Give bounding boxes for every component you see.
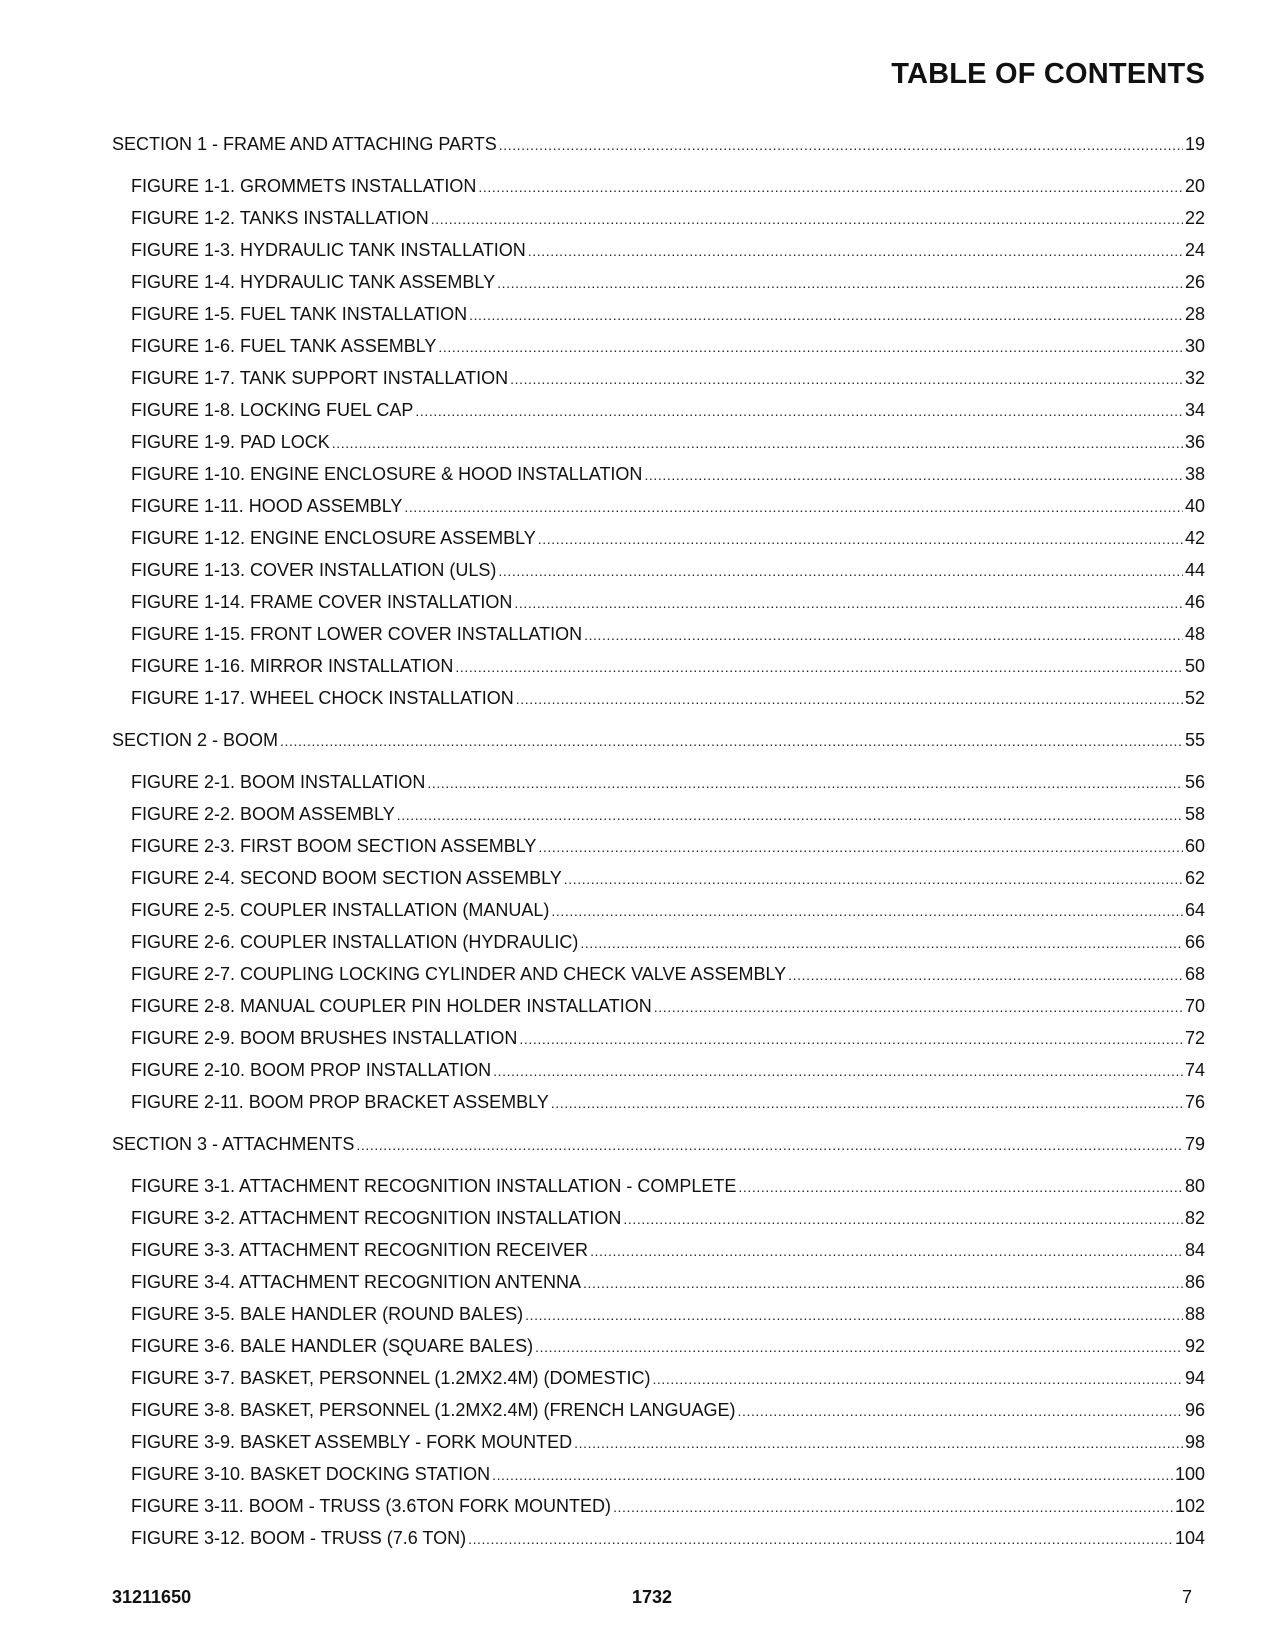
dot-leader <box>469 299 1183 331</box>
toc-entry-label: FIGURE 1-15. FRONT LOWER COVER INSTALLATION <box>131 624 583 644</box>
toc-entry-label: FIGURE 2-3. FIRST BOOM SECTION ASSEMBLY <box>131 836 537 856</box>
toc-entry-page: 74 <box>1184 1060 1205 1080</box>
toc-entry-page: 82 <box>1184 1208 1205 1228</box>
toc-figure-entry[interactable] <box>112 394 1205 426</box>
toc-entry-label: FIGURE 1-17. WHEEL CHOCK INSTALLATION <box>131 688 514 708</box>
toc-entry-page: 28 <box>1184 304 1205 324</box>
toc-entry-label: FIGURE 1-14. FRAME COVER INSTALLATION <box>131 592 513 612</box>
toc-figure-entry[interactable] <box>112 990 1205 1022</box>
toc-entry-page: 96 <box>1184 1400 1205 1420</box>
dot-leader <box>738 1171 1183 1203</box>
toc-figure-entry[interactable] <box>112 830 1205 862</box>
toc-figure-entry[interactable] <box>112 926 1205 958</box>
toc-entry-page: 42 <box>1184 528 1205 548</box>
dot-leader <box>468 1523 1173 1555</box>
toc-entry-page: 36 <box>1184 432 1205 452</box>
toc-entry-label: FIGURE 3-5. BALE HANDLER (ROUND BALES) <box>131 1304 524 1324</box>
toc-entry-page: 34 <box>1184 400 1205 420</box>
toc-entry-page: 92 <box>1184 1336 1205 1356</box>
toc-figure-entry[interactable] <box>112 1458 1205 1490</box>
toc-figure-entry[interactable] <box>112 234 1205 266</box>
model-number: 1732 <box>631 1587 673 1607</box>
dot-leader <box>652 1363 1183 1395</box>
dot-leader <box>551 895 1183 927</box>
toc-figure-entry[interactable] <box>112 490 1205 522</box>
toc-section-entry[interactable] <box>112 128 1205 160</box>
toc-entry-label: FIGURE 1-13. COVER INSTALLATION (ULS) <box>131 560 497 580</box>
toc-figure-entry[interactable] <box>112 298 1205 330</box>
page-number: 7 <box>1181 1587 1192 1607</box>
toc-figure-entry[interactable] <box>112 682 1205 714</box>
toc-figure-entry[interactable] <box>112 1234 1205 1266</box>
dot-leader <box>590 1235 1183 1267</box>
toc-entry-label: FIGURE 2-6. COUPLER INSTALLATION (HYDRAULIC) <box>131 932 579 952</box>
dot-leader <box>415 395 1183 427</box>
toc-entry-label: FIGURE 3-6. BALE HANDLER (SQUARE BALES) <box>131 1336 534 1356</box>
table-of-contents <box>112 128 1205 1554</box>
dot-leader <box>623 1203 1183 1235</box>
dot-leader <box>580 927 1183 959</box>
toc-entry-page: 94 <box>1184 1368 1205 1388</box>
dot-leader <box>613 1491 1173 1523</box>
toc-entry-page: 60 <box>1184 836 1205 856</box>
toc-figure-entry[interactable] <box>112 1298 1205 1330</box>
toc-entry-page: 80 <box>1184 1176 1205 1196</box>
toc-entry-page: 104 <box>1174 1528 1205 1548</box>
toc-figure-entry[interactable] <box>112 1394 1205 1426</box>
toc-figure-entry[interactable] <box>112 202 1205 234</box>
toc-entry-page: 100 <box>1174 1464 1205 1484</box>
toc-entry-page: 44 <box>1184 560 1205 580</box>
dot-leader <box>498 555 1183 587</box>
toc-figure-entry[interactable] <box>112 586 1205 618</box>
toc-entry-page: 102 <box>1174 1496 1205 1516</box>
toc-figure-entry[interactable] <box>112 330 1205 362</box>
toc-entry-label: FIGURE 1-16. MIRROR INSTALLATION <box>131 656 454 676</box>
toc-entry-label: FIGURE 1-1. GROMMETS INSTALLATION <box>131 176 477 196</box>
dot-leader <box>535 1331 1183 1363</box>
dot-leader <box>519 1023 1183 1055</box>
toc-figure-entry[interactable] <box>112 266 1205 298</box>
toc-entry-label: FIGURE 3-3. ATTACHMENT RECOGNITION RECEIVER <box>131 1240 589 1260</box>
dot-leader <box>431 203 1183 235</box>
dot-leader <box>438 331 1183 363</box>
toc-figure-entry[interactable] <box>112 426 1205 458</box>
dot-leader <box>493 1055 1183 1087</box>
toc-figure-entry[interactable] <box>112 1086 1205 1118</box>
toc-entry-label: FIGURE 1-2. TANKS INSTALLATION <box>131 208 429 228</box>
toc-entry-label: FIGURE 3-2. ATTACHMENT RECOGNITION INSTALLATION <box>131 1208 622 1228</box>
page-title: TABLE OF CONTENTS <box>891 58 1205 90</box>
toc-entry-label: SECTION 1 - FRAME AND ATTACHING PARTS <box>112 134 497 154</box>
toc-entry-page: 72 <box>1184 1028 1205 1048</box>
toc-entry-label: FIGURE 3-4. ATTACHMENT RECOGNITION ANTENNA <box>131 1272 582 1292</box>
toc-entry-label: FIGURE 2-11. BOOM PROP BRACKET ASSEMBLY <box>131 1092 549 1112</box>
dot-leader <box>514 587 1183 619</box>
dot-leader <box>583 1267 1183 1299</box>
toc-entry-label: FIGURE 2-10. BOOM PROP INSTALLATION <box>131 1060 492 1080</box>
toc-figure-entry[interactable] <box>112 554 1205 586</box>
dot-leader <box>654 991 1183 1023</box>
toc-entry-page: 55 <box>1184 730 1205 750</box>
toc-entry-page: 52 <box>1184 688 1205 708</box>
toc-entry-page: 66 <box>1184 932 1205 952</box>
toc-entry-label: FIGURE 3-8. BASKET, PERSONNEL (1.2MX2.4M) (FRENCH LANGUAGE) <box>131 1400 736 1420</box>
toc-entry-page: 50 <box>1184 656 1205 676</box>
dot-leader <box>737 1395 1183 1427</box>
toc-entry-label: FIGURE 3-9. BASKET ASSEMBLY - FORK MOUNTED <box>131 1432 573 1452</box>
toc-entry-page: 88 <box>1184 1304 1205 1324</box>
toc-entry-label: FIGURE 1-7. TANK SUPPORT INSTALLATION <box>131 368 509 388</box>
toc-entry-label: FIGURE 1-5. FUEL TANK INSTALLATION <box>131 304 468 324</box>
toc-figure-entry[interactable] <box>112 650 1205 682</box>
toc-figure-entry[interactable] <box>112 862 1205 894</box>
toc-entry-label: FIGURE 1-12. ENGINE ENCLOSURE ASSEMBLY <box>131 528 536 548</box>
toc-entry-page: 76 <box>1184 1092 1205 1112</box>
toc-figure-entry[interactable] <box>112 798 1205 830</box>
dot-leader <box>584 619 1183 651</box>
toc-entry-label: FIGURE 1-10. ENGINE ENCLOSURE & HOOD INSTALLATION <box>131 464 643 484</box>
toc-figure-entry[interactable] <box>112 1522 1205 1554</box>
toc-entry-page: 84 <box>1184 1240 1205 1260</box>
toc-figure-entry[interactable] <box>112 1022 1205 1054</box>
toc-figure-entry[interactable] <box>112 1362 1205 1394</box>
toc-entry-page: 19 <box>1184 134 1205 154</box>
toc-figure-entry[interactable] <box>112 1330 1205 1362</box>
dot-leader <box>280 725 1183 757</box>
dot-leader <box>516 683 1183 715</box>
toc-entry-page: 56 <box>1184 772 1205 792</box>
toc-entry-label: FIGURE 3-10. BASKET DOCKING STATION <box>131 1464 491 1484</box>
toc-entry-page: 64 <box>1184 900 1205 920</box>
dot-leader <box>497 267 1183 299</box>
dot-leader <box>528 235 1183 267</box>
dot-leader <box>510 363 1183 395</box>
toc-entry-page: 22 <box>1184 208 1205 228</box>
toc-entry-page: 24 <box>1184 240 1205 260</box>
toc-figure-entry[interactable] <box>112 362 1205 394</box>
toc-entry-label: FIGURE 2-7. COUPLING LOCKING CYLINDER AND CHECK VALVE ASSEMBLY <box>131 964 787 984</box>
toc-entry-page: 40 <box>1184 496 1205 516</box>
toc-entry-label: FIGURE 1-4. HYDRAULIC TANK ASSEMBLY <box>131 272 496 292</box>
toc-entry-label: SECTION 3 - ATTACHMENTS <box>112 1134 355 1154</box>
toc-entry-page: 98 <box>1184 1432 1205 1452</box>
dot-leader <box>478 171 1183 203</box>
dot-leader <box>525 1299 1183 1331</box>
dot-leader <box>574 1427 1183 1459</box>
toc-entry-label: FIGURE 2-9. BOOM BRUSHES INSTALLATION <box>131 1028 518 1048</box>
toc-entry-page: 32 <box>1184 368 1205 388</box>
toc-entry-label: FIGURE 1-3. HYDRAULIC TANK INSTALLATION <box>131 240 526 260</box>
toc-entry-page: 70 <box>1184 996 1205 1016</box>
dot-leader <box>499 129 1183 161</box>
toc-entry-label: FIGURE 2-4. SECOND BOOM SECTION ASSEMBLY <box>131 868 562 888</box>
toc-entry-label: FIGURE 1-6. FUEL TANK ASSEMBLY <box>131 336 437 356</box>
dot-leader <box>356 1129 1183 1161</box>
toc-figure-entry[interactable] <box>112 766 1205 798</box>
toc-entry-label: FIGURE 1-8. LOCKING FUEL CAP <box>131 400 414 420</box>
toc-entry-label: FIGURE 1-11. HOOD ASSEMBLY <box>131 496 403 516</box>
dot-leader <box>404 491 1183 523</box>
toc-entry-page: 46 <box>1184 592 1205 612</box>
toc-entry-page: 68 <box>1184 964 1205 984</box>
dot-leader <box>332 427 1183 459</box>
toc-entry-page: 26 <box>1184 272 1205 292</box>
toc-figure-entry[interactable] <box>112 1054 1205 1086</box>
page-footer <box>112 1587 1192 1617</box>
toc-section-entry[interactable] <box>112 724 1205 756</box>
toc-section-entry[interactable] <box>112 1128 1205 1160</box>
toc-entry-page: 58 <box>1184 804 1205 824</box>
dot-leader <box>538 831 1183 863</box>
dot-leader <box>397 799 1183 831</box>
dot-leader <box>455 651 1183 683</box>
toc-entry-page: 30 <box>1184 336 1205 356</box>
toc-entry-label: SECTION 2 - BOOM <box>112 730 279 750</box>
dot-leader <box>564 863 1183 895</box>
toc-entry-label: FIGURE 3-1. ATTACHMENT RECOGNITION INSTALLATION - COMPLETE <box>131 1176 737 1196</box>
toc-entry-label: FIGURE 3-12. BOOM - TRUSS (7.6 TON) <box>131 1528 467 1548</box>
toc-figure-entry[interactable] <box>112 522 1205 554</box>
toc-entry-label: FIGURE 3-11. BOOM - TRUSS (3.6TON FORK MOUNTED) <box>131 1496 612 1516</box>
toc-entry-label: FIGURE 1-9. PAD LOCK <box>131 432 330 452</box>
dot-leader <box>788 959 1183 991</box>
dot-leader <box>551 1087 1183 1119</box>
toc-entry-label: FIGURE 2-8. MANUAL COUPLER PIN HOLDER INSTALLATION <box>131 996 652 1016</box>
toc-figure-entry[interactable] <box>112 458 1205 490</box>
toc-entry-label: FIGURE 2-2. BOOM ASSEMBLY <box>131 804 395 824</box>
dot-leader <box>427 767 1183 799</box>
dot-leader <box>644 459 1183 491</box>
toc-entry-page: 79 <box>1184 1134 1205 1154</box>
toc-entry-page: 48 <box>1184 624 1205 644</box>
toc-entry-page: 20 <box>1184 176 1205 196</box>
toc-figure-entry[interactable] <box>112 1426 1205 1458</box>
toc-entry-page: 38 <box>1184 464 1205 484</box>
toc-figure-entry[interactable] <box>112 894 1205 926</box>
toc-entry-page: 62 <box>1184 868 1205 888</box>
toc-figure-entry[interactable] <box>112 958 1205 990</box>
toc-figure-entry[interactable] <box>112 618 1205 650</box>
dot-leader <box>492 1459 1173 1491</box>
toc-entry-label: FIGURE 3-7. BASKET, PERSONNEL (1.2MX2.4M) (DOMESTIC) <box>131 1368 651 1388</box>
toc-entry-page: 86 <box>1184 1272 1205 1292</box>
toc-figure-entry[interactable] <box>112 1202 1205 1234</box>
toc-entry-label: FIGURE 2-1. BOOM INSTALLATION <box>131 772 426 792</box>
toc-figure-entry[interactable] <box>112 1170 1205 1202</box>
toc-figure-entry[interactable] <box>112 1490 1205 1522</box>
dot-leader <box>538 523 1183 555</box>
toc-figure-entry[interactable] <box>112 170 1205 202</box>
document-number: 31211650 <box>112 1587 192 1607</box>
toc-figure-entry[interactable] <box>112 1266 1205 1298</box>
toc-entry-label: FIGURE 2-5. COUPLER INSTALLATION (MANUAL) <box>131 900 550 920</box>
